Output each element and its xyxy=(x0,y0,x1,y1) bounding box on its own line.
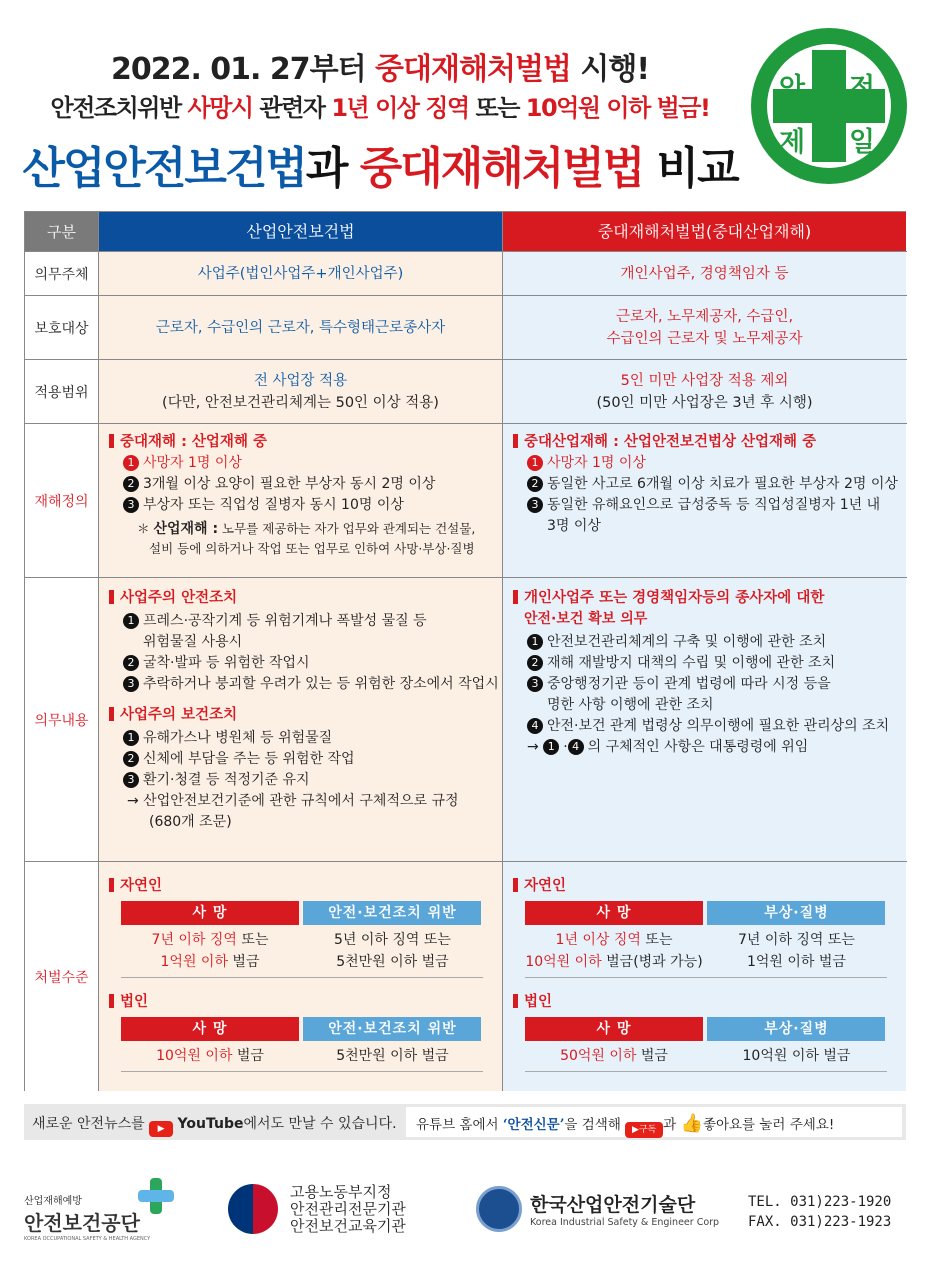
sapa-duty-3-cont: 명한 사항 이행에 관한 조치 xyxy=(547,697,714,713)
header-category: 구분 xyxy=(25,212,99,251)
osha-nat-viol-l2: 5천만원 이하 벌금 xyxy=(336,954,449,970)
sapa-duty-2: 재해 재발방지 대책의 수립 및 이행에 관한 조치 xyxy=(547,655,836,671)
taeguk-icon xyxy=(228,1184,278,1234)
scope-sapa-l1: 5인 미만 사업장 적용 제외 xyxy=(620,372,789,389)
health-item-2: 신체에 부담을 주는 등 위험한 작업 xyxy=(143,751,355,767)
definition-osha-heading: 중대재해 : 산업재해 중 xyxy=(109,432,502,453)
contact xyxy=(748,1192,891,1232)
penalty-fine: 10억원 이하 벌금 xyxy=(525,94,700,122)
kosha-cross-icon xyxy=(138,1178,174,1214)
title-osha: 산업안전보건법 xyxy=(22,143,306,194)
health-item-3: 환기·청결 등 적정기준 유지 xyxy=(143,772,310,788)
duty-sapa: 개인사업주, 경영책임자 등 xyxy=(503,252,906,295)
duties-sapa: 개인사업주 또는 경영책임자등의 종사자에 대한 안전·보건 확보 의무 1 안전보건관리체계의 구축 및 이행에 관한 조치 2 재해 재발방지 대책의 수립 및 이행에 관한 조치 3 중앙행정기관 등이 관계 법령에 따라 시정 등을 명한 사항 이행에 관한 조치 4 안전·보건 관계 법령상 의무이행에 필요한 관리상의 조치 → 1 · 4 의 구체적인 사항은 대통령령에 위임 xyxy=(503,578,906,861)
health-item-1: 유해가스나 병원체 등 위험물질 xyxy=(143,730,333,746)
moel-l3: 안전보건교육기관 xyxy=(290,1217,406,1235)
title-sapa: 중대재해처벌법 xyxy=(359,143,644,194)
page-title xyxy=(0,132,760,196)
duties-osha: 사업주의 안전조치 1 프레스·공작기계 등 위험기계나 폭발성 물질 등 위험물질 사용시 2 굴착·발파 등 위험한 작업시 3 추락하거나 붕괴할 우려가 있는 등 위험한 장소에서 작업시 사업주의 보건조치 1 유해가스나 병원체 등 위험물질 2 신체에 부담을 주는 등 위험한 작업 3 환기·청결 등 적정기준 유지 → 산업안전보건기준에 관한 규칙에서 구체적으로 규정 (680개 조문) xyxy=(99,578,503,861)
logo-char-4: 일 xyxy=(849,127,876,158)
table-row-duties xyxy=(25,578,907,862)
table-row-scope xyxy=(25,360,907,424)
header-sapa: 중대재해처벌법(중대산업재해) xyxy=(503,212,906,251)
osha-nat-viol-head: 안전·보건조치 위반 xyxy=(303,901,481,925)
banner-left xyxy=(32,1113,397,1137)
duties-sapa-heading-l1: 개인사업주 또는 경영책임자등의 종사자에 대한 xyxy=(513,588,906,609)
table-row-duty xyxy=(25,252,907,296)
logo-char-1: 안 xyxy=(779,73,806,104)
osha-nat-death-head: 사 망 xyxy=(121,901,299,925)
headline-penalty xyxy=(0,88,760,123)
youtube-icon: ▶ xyxy=(149,1121,173,1137)
sapa-corp-heading: 법인 xyxy=(513,992,906,1013)
penalty-sapa xyxy=(503,862,906,1091)
safety-first-logo xyxy=(751,28,907,184)
def-osha-item-1: 사망자 1명 이상 xyxy=(143,455,242,471)
title-compare: 비교 xyxy=(643,143,738,194)
kise-text xyxy=(530,1190,719,1228)
def-osha-item-3: 부상자 또는 직업성 질병자 동시 10명 이상 xyxy=(143,497,404,513)
label-definition: 재해정의 xyxy=(25,424,99,577)
osha-corp-viol-fine: 5천만원 이하 벌금 xyxy=(336,1048,449,1064)
moel-l2: 안전관리전문기관 xyxy=(290,1200,406,1218)
youtube-label: YouTube xyxy=(177,1116,244,1132)
headline-date xyxy=(0,44,760,88)
banner-r3: 과 xyxy=(663,1117,681,1133)
penalty-osha xyxy=(99,862,503,1091)
sapa-nat-death-unit: 벌금(병과 가능) xyxy=(601,954,703,970)
logo-char-2: 전 xyxy=(849,73,876,104)
kise-en: Korea Industrial Safety & Engineer Corp xyxy=(530,1217,720,1228)
def-osha-item-2: 3개월 이상 요양이 필요한 부상자 동시 2명 이상 xyxy=(143,476,436,492)
def-note-l2: 설비 등에 의하거나 작업 또는 업무로 인하여 사망·부상·질병 xyxy=(149,541,475,556)
banner-left-2: 에서도 만날 수 있습니다. xyxy=(243,1116,397,1132)
sapa-nat-death-fine: 10억원 이하 xyxy=(525,954,602,970)
health-note-l2: (680개 조문) xyxy=(149,814,232,830)
protect-osha: 근로자, 수급인의 근로자, 특수형태근로종사자 xyxy=(99,296,503,359)
penalty-text-a: 안전조치위반 xyxy=(50,94,188,122)
fax: FAX. 031)223-1923 xyxy=(748,1214,892,1230)
sapa-corp-death-fine: 50억원 이하 xyxy=(560,1048,637,1064)
thumbs-up-icon: 👍 xyxy=(680,1113,703,1134)
headline-enforce: 시행! xyxy=(570,52,650,87)
osha-nat-death-prison: 7년 이하 징역 xyxy=(151,932,237,948)
comparison-table xyxy=(24,211,906,1091)
osha-corp-death-fine: 10억원 이하 xyxy=(156,1048,233,1064)
def-sapa-item-1: 사망자 1명 이상 xyxy=(547,455,646,471)
banner-r1: 유튜브 홈에서 xyxy=(416,1117,503,1133)
sapa-nat-inj-l2: 1억원 이하 벌금 xyxy=(746,954,846,970)
banner-r4: 좋아요를 눌러 주세요! xyxy=(702,1117,835,1133)
penalty-text-b: 관련자 xyxy=(252,94,332,122)
duties-sapa-heading-l2: 안전·보건 확보 의무 xyxy=(524,611,648,627)
label-protect: 보호대상 xyxy=(25,296,99,359)
sapa-corp-death-unit: 벌금 xyxy=(636,1048,668,1064)
osha-nat-viol-l1: 5년 이하 징역 또는 xyxy=(333,932,451,948)
osha-nat-death-fine-unit: 벌금 xyxy=(227,954,260,970)
health-note-l1: → 산업안전보건기준에 관한 규칙에서 구체적으로 규정 xyxy=(127,793,459,809)
definition-sapa: 중대산업재해 : 산업안전보건법상 산업재해 중 1 사망자 1명 이상 2 동일한 사고로 6개월 이상 치료가 필요한 부상자 2명 이상 3 동일한 유해요인으로 급성중독 등 직업성질병자 1년 내 3명 이상 xyxy=(503,424,906,577)
sapa-corp-inj-fine: 10억원 이하 벌금 xyxy=(742,1048,851,1064)
osha-nat-death-fine: 1억원 이하 xyxy=(160,954,228,970)
protect-sapa xyxy=(503,296,906,359)
banner-quote: ‘안전신문’ xyxy=(502,1117,565,1133)
header-osha: 산업안전보건법 xyxy=(99,212,503,251)
scope-osha-l1: 전 사업장 적용 xyxy=(253,372,348,389)
definition-osha: 중대재해 : 산업재해 중 1 사망자 1명 이상 2 3개월 이상 요양이 필요한 부상자 동시 2명 이상 3 부상자 또는 직업성 질병자 동시 10명 이상 ＊ 산업재해 : 노무를 제공하는 자가 업무와 관계되는 건설물, 설비 등에 의하거나 작업 또는 업무로 인하여 사망·부상·질병 xyxy=(99,424,503,577)
penalty-text-c: 또는 xyxy=(468,94,526,122)
banner-r2: 을 검색해 xyxy=(564,1117,626,1133)
safety-item-3: 추락하거나 붕괴할 우려가 있는 등 위험한 장소에서 작업시 xyxy=(143,676,499,692)
kise-name: 한국산업안전기술단 xyxy=(530,1194,696,1216)
def-sapa-item-3: 동일한 유해요인으로 급성중독 등 직업성질병자 1년 내 xyxy=(547,497,881,513)
logo-char-3: 제 xyxy=(779,127,806,158)
osha-corp-death-head: 사 망 xyxy=(121,1017,299,1041)
def-note-l1: 노무를 제공하는 자가 업무와 관계되는 건설물, xyxy=(218,521,476,536)
subscribe-label: 구독 xyxy=(638,1125,657,1135)
protect-sapa-l1: 근로자, 노무제공자, 수급인, xyxy=(615,308,794,325)
subscribe-icon: ▶구독 xyxy=(625,1122,663,1138)
sapa-natural-heading: 자연인 xyxy=(513,876,906,897)
scope-sapa-l2: (50인 미만 사업장은 3년 후 시행) xyxy=(596,394,813,411)
title-and: 과 xyxy=(305,143,360,194)
sapa-duty-1: 안전보건관리체계의 구축 및 이행에 관한 조치 xyxy=(547,634,827,650)
osha-natural-heading: 자연인 xyxy=(109,876,502,897)
sapa-duty-3: 중앙행정기관 등이 관계 법령에 따라 시정 등을 xyxy=(547,676,831,692)
scope-sapa xyxy=(503,360,906,423)
sapa-corp-death-head: 사 망 xyxy=(525,1017,703,1041)
scope-osha-l2: (다만, 안전보건관리체계는 50인 이상 적용) xyxy=(162,394,439,411)
youtube-banner xyxy=(24,1104,906,1140)
osha-corp-heading: 법인 xyxy=(109,992,502,1013)
org-logos xyxy=(0,1170,929,1250)
headline-law: 중대재해처벌법 xyxy=(375,52,571,87)
kosha-en: KOREA OCCUPATIONAL SAFETY & HEALTH AGENCY xyxy=(24,1236,151,1242)
def-sapa-item-3-cont: 3명 이상 xyxy=(547,518,601,534)
table-row-protect xyxy=(25,296,907,360)
label-duty: 의무주체 xyxy=(25,252,99,295)
label-scope: 적용범위 xyxy=(25,360,99,423)
duties-health-heading: 사업주의 보건조치 xyxy=(109,705,502,726)
definition-sapa-heading: 중대산업재해 : 산업안전보건법상 산업재해 중 xyxy=(513,432,906,453)
kosha-logo xyxy=(24,1192,150,1242)
protect-sapa-l2: 수급인의 근로자 및 노무제공자 xyxy=(606,330,803,347)
scope-osha xyxy=(99,360,503,423)
table-row-penalty xyxy=(25,862,907,1091)
table-row-definition xyxy=(25,424,907,578)
duties-safety-heading: 사업주의 안전조치 xyxy=(109,588,502,609)
def-sapa-item-2: 동일한 사고로 6개월 이상 치료가 필요한 부상자 2명 이상 xyxy=(547,476,898,492)
banner-right xyxy=(406,1107,902,1137)
osha-nat-death-or: 또는 xyxy=(236,932,269,948)
banner-left-1: 새로운 안전뉴스를 xyxy=(32,1116,150,1132)
safety-item-1: 프레스·공작기계 등 위험기계나 폭발성 물질 등 xyxy=(143,613,427,629)
headline-date-text: 2022. 01. 27부터 xyxy=(110,52,376,87)
moel-l1: 고용노동부지정 xyxy=(290,1183,392,1201)
kosha-small: 산업재해예방 xyxy=(24,1196,82,1207)
safety-item-2: 굴착·발파 등 위험한 작업시 xyxy=(143,655,310,671)
safety-item-1-cont: 위험물질 사용시 xyxy=(143,634,243,650)
sapa-corp-inj-head: 부상·질병 xyxy=(707,1017,885,1041)
sapa-nat-death-head: 사 망 xyxy=(525,901,703,925)
poster-header xyxy=(0,0,929,205)
def-note-title: 산업재해 : xyxy=(153,521,219,537)
sapa-nat-death-or: 또는 xyxy=(640,932,673,948)
sapa-nat-inj-head: 부상·질병 xyxy=(707,901,885,925)
sapa-duty-note: 의 구체적인 사항은 대통령령에 위임 xyxy=(587,739,809,755)
osha-corp-viol-head: 안전·보건조치 위반 xyxy=(303,1017,481,1041)
moel-text xyxy=(290,1184,406,1235)
penalty-prison: 1년 이상 징역 xyxy=(331,94,469,122)
penalty-exclaim: ! xyxy=(700,94,710,122)
kosha-name: 안전보건공단 xyxy=(24,1211,140,1235)
label-duties: 의무내용 xyxy=(25,578,99,861)
penalty-death: 사망시 xyxy=(187,94,253,122)
sapa-nat-inj-l1: 7년 이하 징역 또는 xyxy=(737,932,855,948)
osha-corp-death-unit: 벌금 xyxy=(232,1048,264,1064)
table-header-row xyxy=(25,212,907,252)
duty-osha: 사업주(법인사업주+개인사업주) xyxy=(99,252,503,295)
sapa-nat-death-prison: 1년 이상 징역 xyxy=(555,932,641,948)
kise-emblem-icon xyxy=(476,1186,522,1232)
sapa-duty-4: 안전·보건 관계 법령상 의무이행에 필요한 관리상의 조치 xyxy=(547,718,890,734)
label-penalty: 처벌수준 xyxy=(25,862,99,1091)
tel: TEL. 031)223-1920 xyxy=(748,1194,892,1210)
